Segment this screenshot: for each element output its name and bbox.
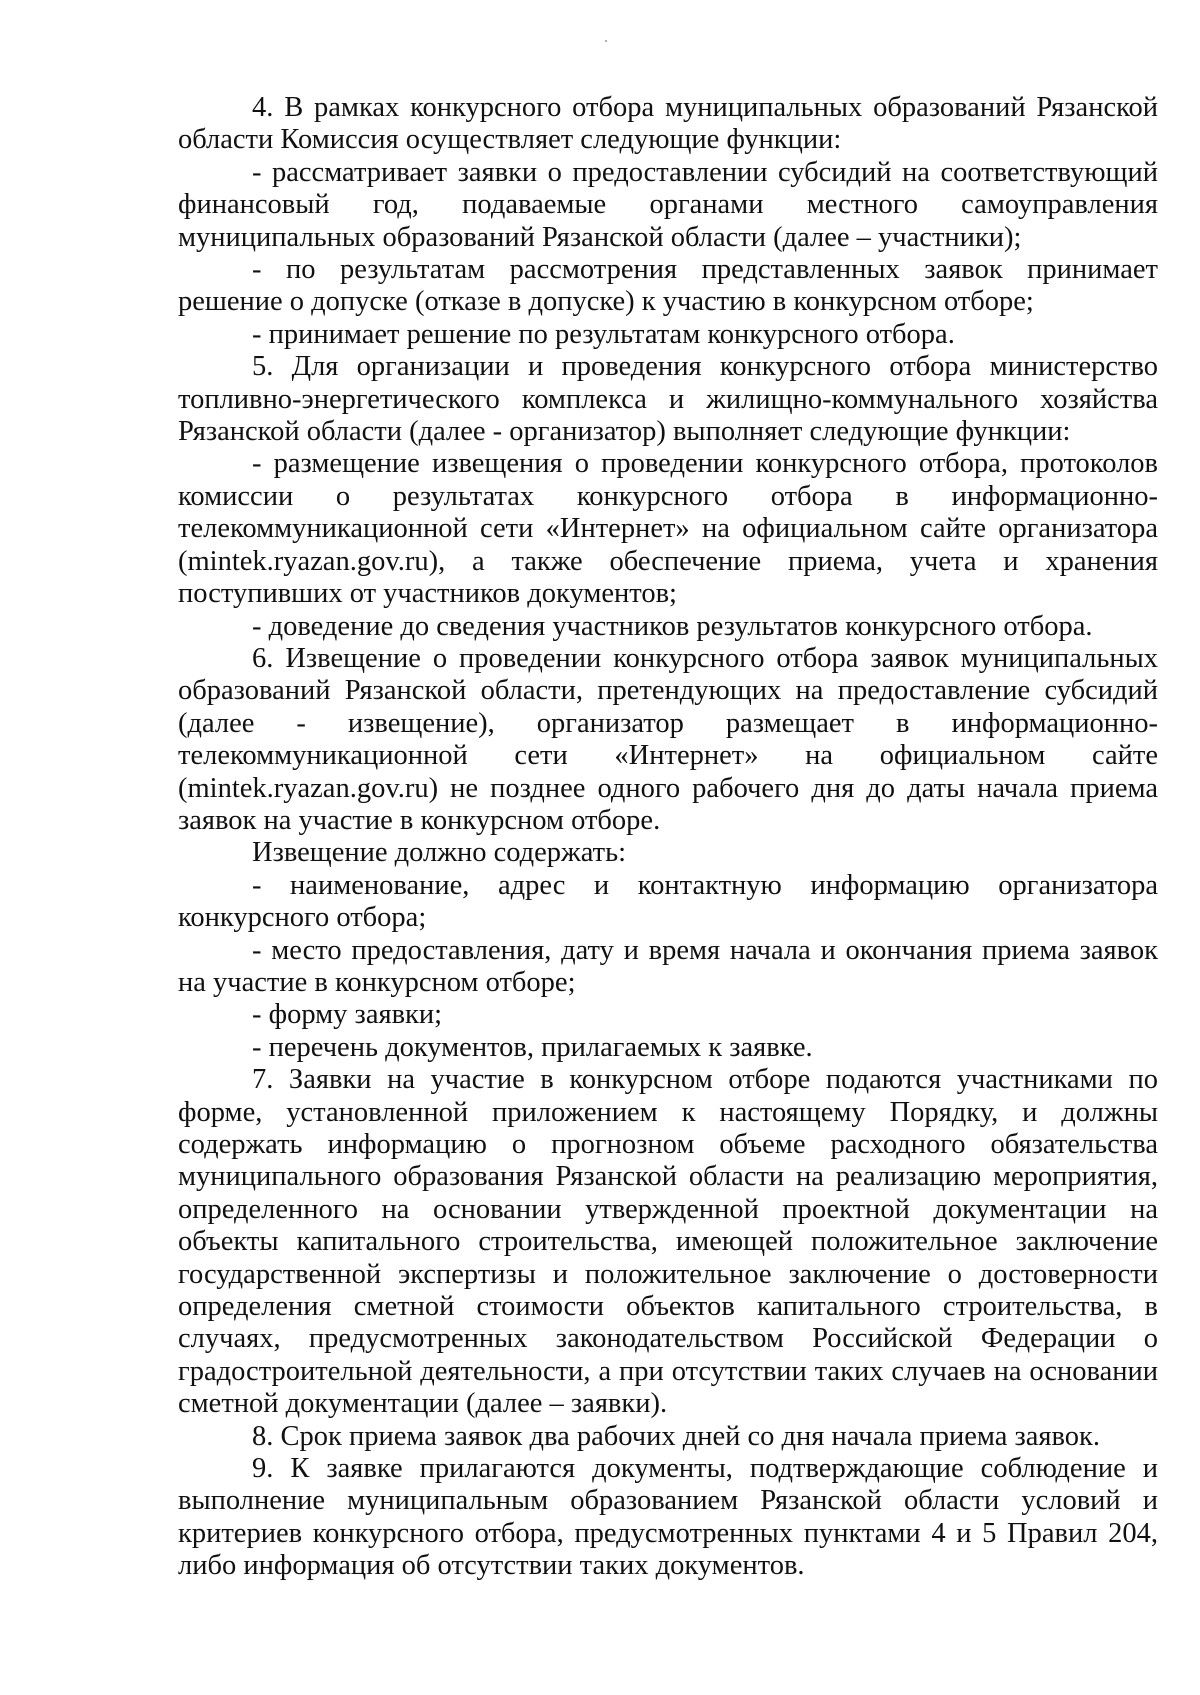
paragraph-5-item-notification: - доведение до сведения участников результатов конкурсного отбора. xyxy=(252,610,1093,642)
notice-item-documents: - перечень документов, прилагаемых к заявке. xyxy=(252,1031,813,1063)
notice-item-organizer: - наименование, адрес и контактную информацию организатора конкурсного отбора; xyxy=(178,869,1158,934)
paragraph-9: 9. К заявке прилагаются документы, подтверждающие соблюдение и выполнение муниципальным образованием Рязанской области условий и критериев конкурсного отбора, предусмотренных пунктами 4 и 5 Правил 204, либо информация об отсутствии таких документов. xyxy=(178,1453,1158,1582)
paragraph-4-item-review: - рассматривает заявки о предоставлении субсидий на соответствующий финансовый год, подаваемые органами местного самоуправления муниципальных образований Рязанской области (далее – участники); xyxy=(178,156,1158,253)
notice-item-place-time: - место предоставления, дату и время начала и окончания приема заявок на участие в конкурсном отборе; xyxy=(178,934,1158,998)
paragraph-8: 8. Срок приема заявок два рабочих дней со дня начала приема заявок. xyxy=(252,1420,1101,1452)
paragraph-7: 7. Заявки на участие в конкурсном отборе подаются участниками по форме, установленной приложением к настоящему Порядку, и должны содержать информацию о прогнозном объеме расходного обязательства муниципального образования Рязанской области на реализацию мероприятия, определенного на основании утвержденной проектной документации на объекты капитального строительства, имеющей положительное заключение государственной экспертизы и положительное заключение о достоверности определения сметной стоимости объектов капитального строительства, в случаях, предусмотренных законодательством Российской Федерации о градостроительной деятельности, а при отсутствии таких случаев на основании сметной документации (далее – заявки). xyxy=(178,1064,1158,1420)
scan-dot xyxy=(605,40,607,42)
notice-item-form: - форму заявки; xyxy=(252,999,443,1031)
document-body xyxy=(178,92,1158,1583)
notice-contents-heading: Извещение должно содержать: xyxy=(252,837,627,869)
paragraph-4-item-admission: - по результатам рассмотрения представленных заявок принимает решение о допуске (отказе в допуске) к участию в конкурсном отборе; xyxy=(178,254,1158,318)
paragraph-4-item-decision: - принимает решение по результатам конкурсного отбора. xyxy=(252,318,955,350)
paragraph-6: 6. Извещение о проведении конкурсного отбора заявок муниципальных образований Рязанской области, претендующих на предоставление субсидий (далее - извещение), организатор размещает в информационно-телекоммуникационной сети «Интернет» на официальном сайте (mintek.ryazan.gov.ru) не позднее одного рабочего дня до даты начала приема заявок на участие в конкурсном отборе. xyxy=(178,642,1158,836)
paragraph-5-item-publication: - размещение извещения о проведении конкурсного отбора, протоколов комиссии о результатах конкурсного отбора в информационно-телекоммуникационной сети «Интернет» на официальном сайте организатора (mintek.ryazan.gov.ru), а также обеспечение приема, учета и хранения поступивших от участников документов; xyxy=(178,448,1158,610)
paragraph-4-intro: 4. В рамках конкурсного отбора муниципальных образований Рязанской области Комиссия осуществляет следующие функции: xyxy=(178,92,1158,156)
paragraph-5-intro: 5. Для организации и проведения конкурсного отбора министерство топливно-энергетического комплекса и жилищно-коммунального хозяйства Рязанской области (далее - организатор) выполняет следующие функции: xyxy=(178,351,1158,448)
